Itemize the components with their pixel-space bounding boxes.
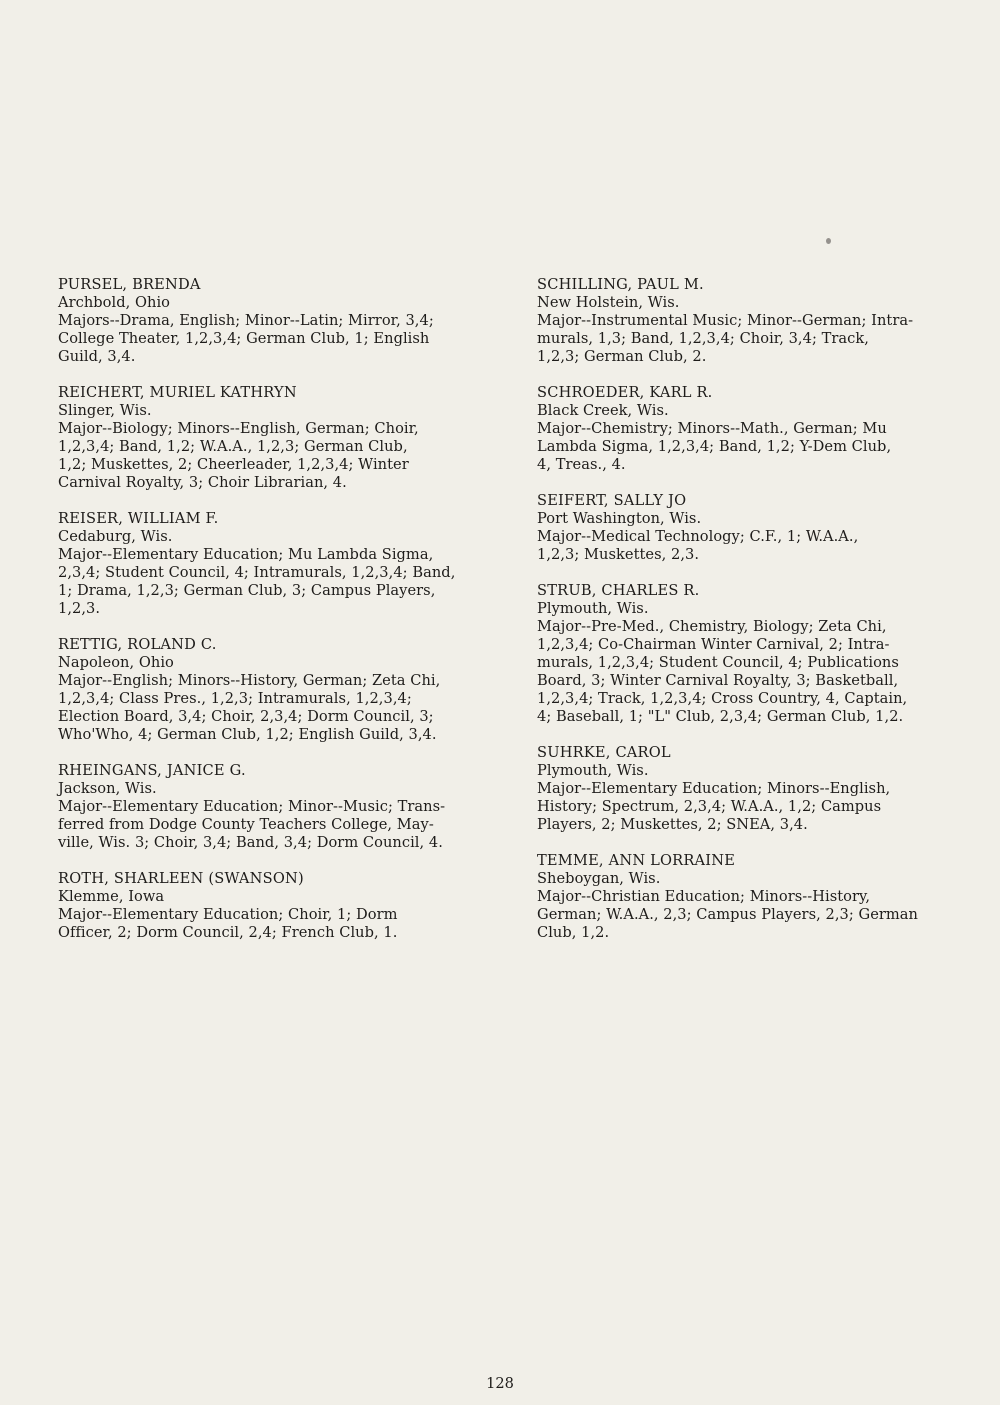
senior-entry (58, 870, 498, 942)
senior-name: RHEINGANS, JANICE G. (58, 762, 246, 779)
senior-activities-line: History; Spectrum, 2,3,4; W.A.A., 1,2; Campus (537, 798, 882, 815)
senior-activities-line: 1,2; Muskettes, 2; Cheerleader, 1,2,3,4; Winter (58, 456, 409, 473)
senior-entry (537, 276, 962, 366)
senior-hometown: Sheboygan, Wis. (537, 870, 661, 887)
senior-entry (58, 510, 498, 618)
senior-activities-line: murals, 1,3; Band, 1,2,3,4; Choir, 3,4; Track, (537, 330, 869, 347)
senior-name: SUHRKE, CAROL (537, 744, 671, 761)
senior-entry (58, 276, 498, 366)
senior-hometown: Slinger, Wis. (58, 402, 152, 419)
senior-activities-line: Major--Elementary Education; Minors--English, (537, 780, 891, 797)
senior-activities-line: Major--Elementary Education; Choir, 1; Dorm (58, 906, 398, 923)
paper-speck (826, 238, 831, 244)
senior-activities-line: 1,2,3. (58, 600, 101, 617)
directory-right-column (537, 276, 962, 960)
senior-hometown: Napoleon, Ohio (58, 654, 174, 671)
senior-entry (537, 852, 962, 942)
senior-activities-line: 1,2,3,4; Track, 1,2,3,4; Cross Country, 4, Captain, (537, 690, 908, 707)
senior-hometown: Archbold, Ohio (58, 294, 171, 311)
senior-entry (537, 582, 962, 726)
senior-hometown: Jackson, Wis. (58, 780, 157, 797)
senior-hometown: Black Creek, Wis. (537, 402, 669, 419)
senior-activities-line: 1,2,3,4; Co-Chairman Winter Carnival, 2; Intra- (537, 636, 890, 653)
senior-activities-line: Carnival Royalty, 3; Choir Librarian, 4. (58, 474, 347, 491)
senior-activities-line: Major--Biology; Minors--English, German; Choir, (58, 420, 419, 437)
senior-name: RETTIG, ROLAND C. (58, 636, 217, 653)
senior-activities-line: 1,2,3,4; Band, 1,2; W.A.A., 1,2,3; German Club, (58, 438, 408, 455)
senior-activities-line: Majors--Drama, English; Minor--Latin; Mirror, 3,4; (58, 312, 434, 329)
senior-activities-line: Major--Elementary Education; Mu Lambda Sigma, (58, 546, 434, 563)
senior-activities-line: Lambda Sigma, 1,2,3,4; Band, 1,2; Y-Dem Club, (537, 438, 892, 455)
senior-activities-line: Major--Elementary Education; Minor--Music; Trans- (58, 798, 446, 815)
senior-hometown: Plymouth, Wis. (537, 762, 649, 779)
senior-name: REISER, WILLIAM F. (58, 510, 219, 527)
senior-entry (58, 384, 498, 492)
senior-activities-line: 4; Baseball, 1; "L" Club, 2,3,4; German Club, 1,2. (537, 708, 904, 725)
senior-activities-line: Officer, 2; Dorm Council, 2,4; French Club, 1. (58, 924, 398, 941)
senior-activities-line: 4, Treas., 4. (537, 456, 626, 473)
senior-activities-line: Major--Christian Education; Minors--History, (537, 888, 871, 905)
senior-entry (537, 744, 962, 834)
senior-entry (58, 636, 498, 744)
senior-activities-line: Major--Medical Technology; C.F., 1; W.A.A., (537, 528, 859, 545)
senior-hometown: Port Washington, Wis. (537, 510, 702, 527)
senior-hometown: Cedaburg, Wis. (58, 528, 173, 545)
senior-activities-line: 2,3,4; Student Council, 4; Intramurals, 1,2,3,4; Band, (58, 564, 456, 581)
senior-activities-line: Major--Instrumental Music; Minor--German; Intra- (537, 312, 914, 329)
senior-name: SCHROEDER, KARL R. (537, 384, 713, 401)
directory-left-column (58, 276, 498, 960)
senior-name: PURSEL, BRENDA (58, 276, 201, 293)
senior-activities-line: Major--Pre-Med., Chemistry, Biology; Zeta Chi, (537, 618, 887, 635)
senior-name: STRUB, CHARLES R. (537, 582, 700, 599)
senior-activities-line: 1,2,3; German Club, 2. (537, 348, 707, 365)
senior-hometown: Klemme, Iowa (58, 888, 165, 905)
senior-activities-line: Guild, 3,4. (58, 348, 136, 365)
senior-name: SCHILLING, PAUL M. (537, 276, 704, 293)
senior-activities-line: Club, 1,2. (537, 924, 610, 941)
senior-entry (537, 492, 962, 564)
senior-activities-line: Major--English; Minors--History, German; Zeta Chi, (58, 672, 441, 689)
senior-activities-line: ville, Wis. 3; Choir, 3,4; Band, 3,4; Dorm Council, 4. (58, 834, 443, 851)
senior-activities-line: German; W.A.A., 2,3; Campus Players, 2,3; German (537, 906, 919, 923)
senior-entry (58, 762, 498, 852)
senior-activities-line: Major--Chemistry; Minors--Math., German; Mu (537, 420, 887, 437)
senior-name: ROTH, SHARLEEN (SWANSON) (58, 870, 304, 887)
senior-activities-line: ferred from Dodge County Teachers College, May- (58, 816, 434, 833)
senior-activities-line: Players, 2; Muskettes, 2; SNEA, 3,4. (537, 816, 808, 833)
senior-hometown: New Holstein, Wis. (537, 294, 680, 311)
senior-activities-line: 1,2,3; Muskettes, 2,3. (537, 546, 700, 563)
senior-activities-line: 1,2,3,4; Class Pres., 1,2,3; Intramurals, 1,2,3,4; (58, 690, 412, 707)
senior-hometown: Plymouth, Wis. (537, 600, 649, 617)
senior-name: REICHERT, MURIEL KATHRYN (58, 384, 297, 401)
senior-name: SEIFERT, SALLY JO (537, 492, 687, 509)
senior-activities-line: murals, 1,2,3,4; Student Council, 4; Publications (537, 654, 899, 671)
senior-activities-line: 1; Drama, 1,2,3; German Club, 3; Campus Players, (58, 582, 436, 599)
senior-activities-line: College Theater, 1,2,3,4; German Club, 1; English (58, 330, 430, 347)
senior-entry (537, 384, 962, 474)
page-number: 128 (486, 1375, 514, 1392)
senior-activities-line: Board, 3; Winter Carnival Royalty, 3; Basketball, (537, 672, 899, 689)
senior-activities-line: Who'Who, 4; German Club, 1,2; English Guild, 3,4. (58, 726, 437, 743)
senior-name: TEMME, ANN LORRAINE (537, 852, 736, 869)
senior-activities-line: Election Board, 3,4; Choir, 2,3,4; Dorm Council, 3; (58, 708, 434, 725)
